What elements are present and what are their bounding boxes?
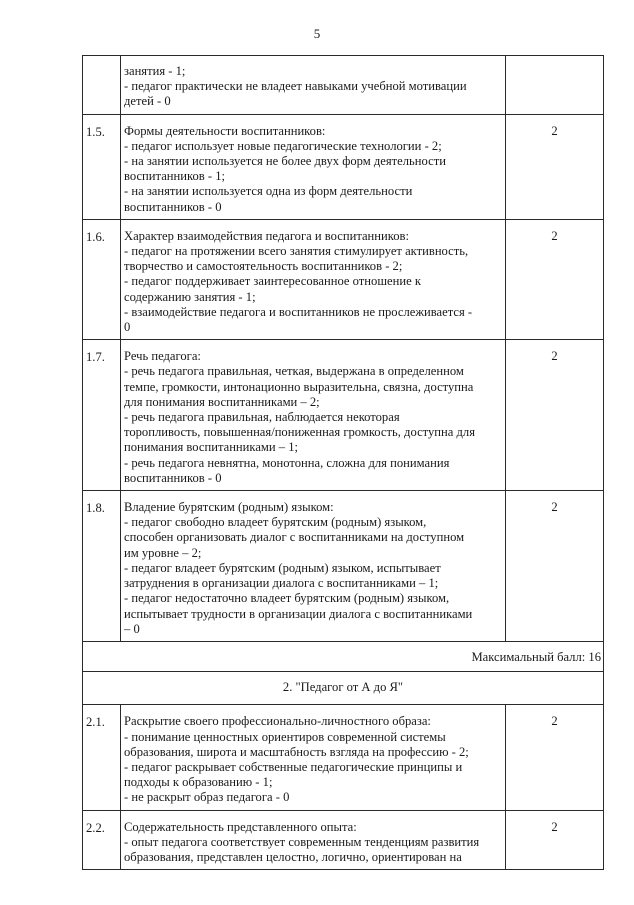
description-line: образования, представлен целостно, логично, ориентирован на [124,849,462,864]
max-score-label: Максимальный балл: 16 [83,641,604,671]
description-line: 0 [124,320,131,335]
criterion-number: 1.6. [83,219,121,339]
criterion-score: 2 [506,219,604,339]
description-line: детей - 0 [124,94,171,109]
section-title: 2. "Педагог от А до Я" [83,672,604,705]
criterion-row [83,340,604,491]
criterion-row [83,114,604,219]
criterion-number [83,56,121,115]
description-line: - педагог поддерживает заинтересованное отношение к [124,274,421,289]
criterion-number: 1.5. [83,114,121,219]
description-line: - педагог свободно владеет бурятским (родным) языком, [124,515,427,530]
criterion-score: 2 [506,705,604,810]
criterion-description [121,810,506,870]
description-line: Содержательность представленного опыта: [124,819,357,834]
section-header-row [83,672,604,705]
description-line: - речь педагога правильная, четкая, выдержана в определенном [124,364,464,379]
description-line: Раскрытие своего профессионально-личностного образа: [124,714,431,729]
description-line: - на занятии используется одна из форм деятельности [124,184,413,199]
description-line: воспитанников - 1; [124,169,226,184]
criterion-score: 2 [506,114,604,219]
criterion-score: 2 [506,340,604,491]
description-line: - педагог раскрывает собственные педагогические принципы и [124,759,463,774]
criterion-description [121,219,506,339]
description-line: им уровне – 2; [124,545,202,560]
description-line: - педагог недостаточно владеет бурятским (родным) языком, [124,591,450,606]
criterion-row [83,810,604,870]
criterion-row [83,56,604,115]
max-score-row [83,641,604,671]
criterion-score: 2 [506,810,604,870]
description-line: подходы к образованию - 1; [124,775,273,790]
evaluation-table [82,55,604,870]
description-line: воспитанников - 0 [124,470,222,485]
criterion-description [121,340,506,491]
criterion-number: 2.1. [83,705,121,810]
description-line: - опыт педагога соответствует современным тенденциям развития [124,834,480,849]
description-line: - педагог владеет бурятским (родным) языком, испытывает [124,560,441,575]
description-line: торопливость, повышенная/пониженная громкость, доступна для [124,425,475,440]
description-line: - речь педагога невнятна, монотонна, сложна для понимания [124,455,450,470]
criterion-row [83,705,604,810]
description-line: воспитанников - 0 [124,199,222,214]
criterion-description [121,705,506,810]
description-line: Речь педагога: [124,349,201,364]
criterion-score [506,56,604,115]
description-line: Владение бурятским (родным) языком: [124,500,334,515]
description-line: Характер взаимодействия педагога и воспитанников: [124,228,410,243]
criterion-number: 1.7. [83,340,121,491]
description-line: для понимания воспитанниками – 2; [124,394,320,409]
description-line: - понимание ценностных ориентиров современной системы [124,729,446,744]
criterion-description [121,491,506,642]
criterion-score: 2 [506,491,604,642]
description-line: творчество и самостоятельность воспитанников - 2; [124,259,403,274]
description-line: - педагог на протяжении всего занятия стимулирует активность, [124,244,469,259]
criterion-number: 1.8. [83,491,121,642]
description-line: – 0 [124,621,140,636]
description-line: - педагог практически не владеет навыками учебной мотивации [124,79,467,94]
description-line: образования, широта и масштабность взгляда на профессию - 2; [124,744,469,759]
criterion-number: 2.2. [83,810,121,870]
description-line: темпе, громкости, интонационно выразительна, связна, доступна [124,379,474,394]
description-line: способен организовать диалог с воспитанниками на доступном [124,530,465,545]
description-line: занятия - 1; [124,64,186,78]
page-number: 5 [313,26,321,41]
criterion-row [83,219,604,339]
description-line: понимания воспитанниками – 1; [124,440,299,455]
description-line: - взаимодействие педагога и воспитанников не прослеживается - [124,304,473,319]
description-line: испытывает трудности в организации диалога с воспитанниками [124,606,473,621]
description-line: - не раскрыт образ педагога - 0 [124,790,290,805]
criterion-row [83,491,604,642]
description-line: - педагог использует новые педагогические технологии - 2; [124,138,442,153]
description-line: Формы деятельности воспитанников: [124,123,326,138]
description-line: затруднения в организации диалога с воспитанниками – 1; [124,576,439,591]
criterion-description [121,56,506,115]
description-line: содержанию занятия - 1; [124,289,256,304]
description-line: - речь педагога правильная, наблюдается некоторая [124,410,400,425]
criterion-description [121,114,506,219]
description-line: - на занятии используется не более двух форм деятельности [124,154,446,169]
